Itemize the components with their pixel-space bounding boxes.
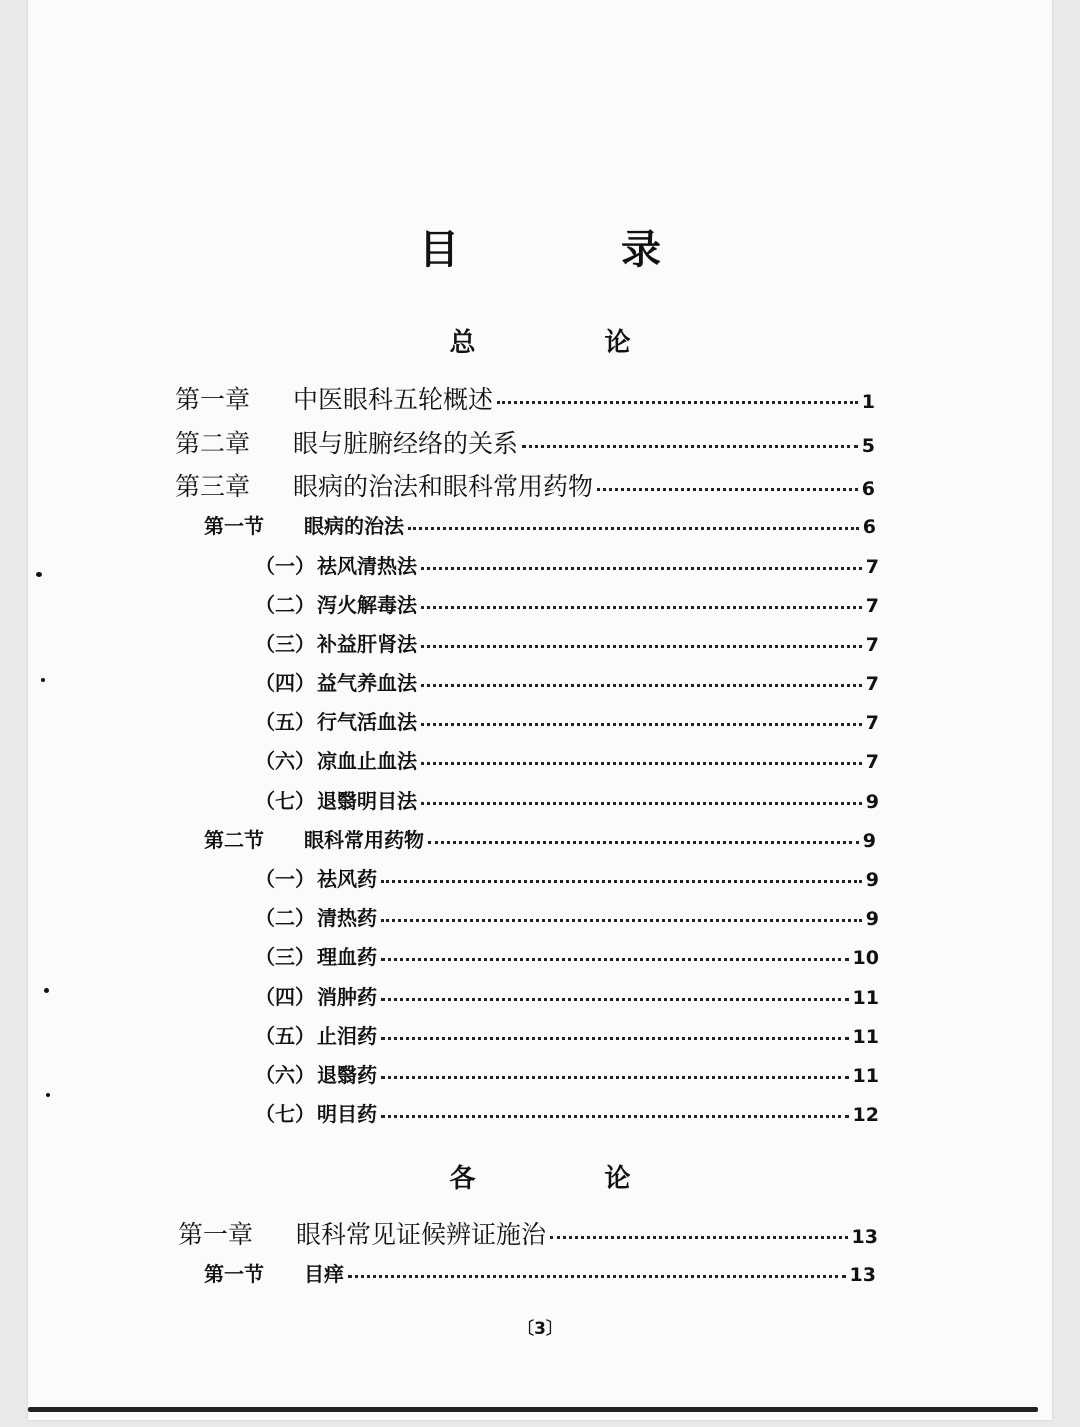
toc-entry xyxy=(255,902,879,931)
toc-entry-number: 第一节 xyxy=(204,514,264,538)
toc-entry-number: （三） xyxy=(255,945,315,969)
toc-entry-title: 目痒 xyxy=(304,1262,344,1286)
toc-entry-number: 第二章 xyxy=(175,429,251,458)
dot-leader xyxy=(381,1037,849,1040)
page-number: 〔3〕 xyxy=(517,1319,563,1339)
dot-leader xyxy=(421,684,862,687)
toc-entry-page: 7 xyxy=(865,673,879,695)
toc-entry-number: 第二节 xyxy=(204,828,264,852)
dot-leader xyxy=(421,645,862,648)
dot-leader xyxy=(421,567,862,570)
scan-speck xyxy=(46,1093,50,1097)
toc-entry xyxy=(204,510,876,539)
dot-leader xyxy=(381,919,862,922)
toc-entry-number: 第一章 xyxy=(175,385,251,414)
toc-entry-title: 眼科常见证候辨证施治 xyxy=(296,1220,547,1249)
toc-entry-page: 7 xyxy=(865,595,879,617)
toc-entry-number: （七） xyxy=(255,789,315,813)
dot-leader xyxy=(381,880,862,883)
dot-leader xyxy=(421,723,862,726)
toc-entry-page: 11 xyxy=(852,1026,879,1048)
toc-entry-number: （一） xyxy=(255,554,315,578)
toc-entry-page: 7 xyxy=(865,712,879,734)
toc-entry xyxy=(175,467,875,503)
dot-leader xyxy=(408,527,859,530)
toc-entry-page: 13 xyxy=(849,1264,876,1286)
toc-entry-title: 行气活血法 xyxy=(317,710,417,734)
toc-entry-title: 补益肝肾法 xyxy=(317,632,417,656)
toc-entry xyxy=(255,589,879,618)
toc-entry xyxy=(175,380,875,416)
toc-entry xyxy=(204,1258,876,1287)
toc-entry xyxy=(255,1098,879,1127)
section-title-general: 总 论 xyxy=(449,328,691,358)
toc-entry-title: 凉血止血法 xyxy=(317,749,417,773)
toc-entry-page: 10 xyxy=(852,947,879,969)
dot-leader xyxy=(522,445,858,448)
toc-entry-title: 泻火解毒法 xyxy=(317,593,417,617)
toc-entry-number: 第一节 xyxy=(204,1262,264,1286)
toc-entry-page: 6 xyxy=(861,478,875,500)
toc-entry xyxy=(255,706,879,735)
bottom-edge-rule xyxy=(28,1407,1038,1412)
toc-entry-title: 退翳明目法 xyxy=(317,789,417,813)
toc-entry-page: 7 xyxy=(865,751,879,773)
dot-leader xyxy=(421,802,862,805)
toc-entry-title: 祛风药 xyxy=(317,867,377,891)
toc-entry-number: （七） xyxy=(255,1102,315,1126)
toc-entry-title: 退翳药 xyxy=(317,1063,377,1087)
toc-entry-title: 眼病的治法和眼科常用药物 xyxy=(293,472,594,501)
toc-entry-title: 益气养血法 xyxy=(317,671,417,695)
toc-entry-number: （二） xyxy=(255,906,315,930)
toc-entry-number: （六） xyxy=(255,1063,315,1087)
toc-entry xyxy=(255,785,879,814)
toc-entry-title: 明目药 xyxy=(317,1102,377,1126)
toc-entry xyxy=(255,1059,879,1088)
toc-entry-title: 消肿药 xyxy=(317,985,377,1009)
dot-leader xyxy=(497,401,858,404)
toc-entry xyxy=(255,550,879,579)
scan-speck xyxy=(44,988,49,993)
toc-entry-page: 9 xyxy=(865,869,879,891)
toc-entry-title: 清热药 xyxy=(317,906,377,930)
toc-entry-page: 7 xyxy=(865,556,879,578)
toc-entry-number: （三） xyxy=(255,632,315,656)
section-title-specific: 各 论 xyxy=(449,1164,691,1194)
scan-speck xyxy=(41,678,45,682)
toc-entry-page: 6 xyxy=(862,516,876,538)
toc-entry-title: 止泪药 xyxy=(317,1024,377,1048)
toc-entry-number: （五） xyxy=(255,1024,315,1048)
toc-entry xyxy=(255,667,879,696)
toc-entry-title: 眼病的治法 xyxy=(304,514,404,538)
toc-entry-number: （四） xyxy=(255,671,315,695)
toc-entry-page: 7 xyxy=(865,634,879,656)
toc-entry-page: 11 xyxy=(852,1065,879,1087)
toc-entry xyxy=(175,424,875,460)
toc-entry-page: 13 xyxy=(851,1226,878,1248)
toc-entry-number: 第三章 xyxy=(175,472,251,501)
toc-entry-number: （四） xyxy=(255,985,315,1009)
toc-entry-number: （二） xyxy=(255,593,315,617)
dot-leader xyxy=(348,1275,846,1278)
toc-entry xyxy=(255,941,879,970)
toc-entry-number: （一） xyxy=(255,867,315,891)
dot-leader xyxy=(421,606,862,609)
dot-leader xyxy=(381,1076,849,1079)
toc-entry-page: 9 xyxy=(865,791,879,813)
toc-entry xyxy=(178,1215,878,1251)
toc-entry-page: 1 xyxy=(861,391,875,413)
toc-entry-page: 9 xyxy=(865,908,879,930)
toc-entry-page: 9 xyxy=(862,830,876,852)
dot-leader xyxy=(428,841,859,844)
toc-entry-title: 眼科常用药物 xyxy=(304,828,424,852)
scan-speck xyxy=(36,572,42,577)
toc-entry-number: 第一章 xyxy=(178,1220,254,1249)
toc-entry-page: 5 xyxy=(861,435,875,457)
dot-leader xyxy=(381,958,849,961)
toc-entry-page: 11 xyxy=(852,987,879,1009)
dot-leader xyxy=(421,762,862,765)
toc-entry-title: 理血药 xyxy=(317,945,377,969)
toc-entry xyxy=(255,745,879,774)
toc-entry xyxy=(255,981,879,1010)
toc-entry xyxy=(255,1020,879,1049)
toc-entry xyxy=(255,628,879,657)
toc-entry-page: 12 xyxy=(852,1104,879,1126)
toc-entry xyxy=(255,863,879,892)
page-title: 目 录 xyxy=(419,226,735,273)
dot-leader xyxy=(381,1115,849,1118)
toc-entry-title: 祛风清热法 xyxy=(317,554,417,578)
toc-entry-title: 中医眼科五轮概述 xyxy=(293,385,494,414)
dot-leader xyxy=(381,998,849,1001)
toc-entry-number: （六） xyxy=(255,749,315,773)
dot-leader xyxy=(597,488,858,491)
toc-entry-number: （五） xyxy=(255,710,315,734)
toc-entry xyxy=(204,824,876,853)
toc-entry-title: 眼与脏腑经络的关系 xyxy=(293,429,519,458)
dot-leader xyxy=(550,1236,848,1239)
